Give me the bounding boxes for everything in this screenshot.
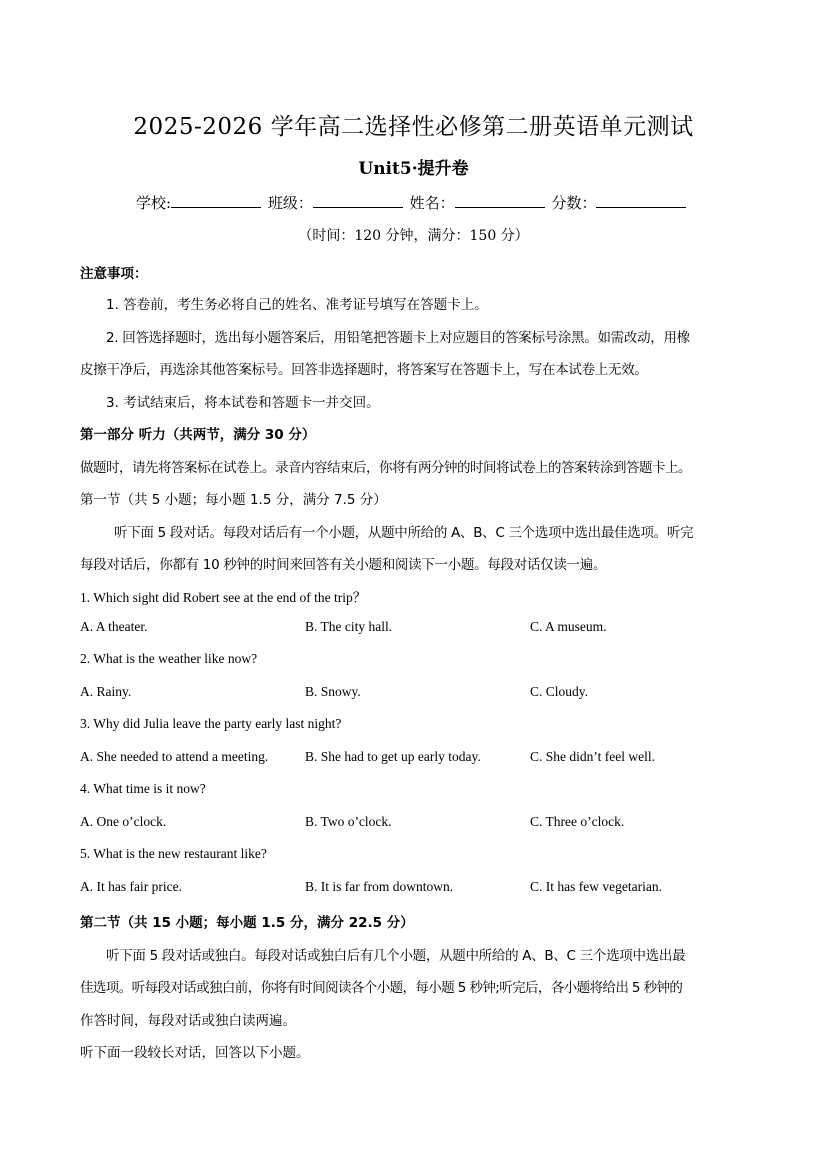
question-2-option-b[interactable]: B. Snowy. (305, 684, 361, 699)
time-info: （时间：120 分钟，满分：150 分） (298, 228, 529, 244)
section2-instruction-line-1: 听下面 5 段对话或独白。每段对话或独白后有几个小题，从题中所给的 A、B、C 三个选项中选出最 (106, 948, 686, 964)
part1-instruction: 做题时，请先将答案标在试卷上。录音内容结束后，你将有两分钟的时间将试卷上的答案转涂到答题卡上。 (80, 460, 691, 476)
section2-instruction-line-3: 作答时间，每段对话或独白读两遍。 (80, 1013, 296, 1029)
notes-item-2-line-1: 2. 回答选择题时，选出每小题答案后，用铅笔把答题卡上对应题目的答案标号涂黑。如需改动，用橡 (106, 330, 690, 346)
school-label: 学校: (136, 194, 172, 212)
section2-instruction-line-2: 佳选项。听每段对话或独白前，你将有时间阅读各个小题，每小题 5 秒钟;听完后，各小题将给出 5 秒钟的 (80, 980, 683, 996)
question-5-option-c[interactable]: C. It has few vegetarian. (530, 879, 662, 894)
name-field[interactable] (455, 193, 545, 208)
question-1: 1. Which sight did Robert see at the end of the trip？ (80, 590, 367, 605)
page-subtitle: Unit5·提升卷 (358, 159, 469, 179)
section1-heading: 第一节（共 5 小题；每小题 1.5 分，满分 7.5 分） (80, 492, 387, 508)
notes-heading: 注意事项： (80, 266, 148, 282)
part1-heading: 第一部分 听力（共两节，满分 30 分） (80, 427, 316, 443)
section2-heading: 第二节（共 15 小题；每小题 1.5 分，满分 22.5 分） (80, 915, 414, 931)
question-2: 2. What is the weather like now? (80, 651, 258, 666)
class-label: 班级： (267, 194, 313, 212)
score-label: 分数： (551, 194, 597, 212)
section1-instruction-line-1: 听下面 5 段对话。每段对话后有一个小题，从题中所给的 A、B、C 三个选项中选出最佳选项。听完 (114, 525, 694, 541)
question-4-option-a[interactable]: A. One o’clock. (80, 814, 167, 829)
question-3-option-c[interactable]: C. She didn’t feel well. (530, 749, 655, 764)
question-4-option-c[interactable]: C. Three o’clock. (530, 814, 625, 829)
section1-instruction-line-2: 每段对话后，你都有 10 秒钟的时间来回答有关小题和阅读下一小题。每段对话仅读一遍。 (80, 557, 607, 573)
notes-item-2-line-2: 皮擦干净后，再选涂其他答案标号。回答非选择题时，将答案写在答题卡上，写在本试卷上无效。 (80, 362, 648, 378)
question-4-option-b[interactable]: B. Two o’clock. (305, 814, 392, 829)
page-title: 2025-2026 学年高二选择性必修第二册英语单元测试 (133, 114, 694, 140)
section2-instruction-line-4: 听下面一段较长对话，回答以下小题。 (80, 1045, 310, 1061)
question-2-option-c[interactable]: C. Cloudy. (530, 684, 589, 699)
name-label: 姓名： (409, 194, 455, 212)
question-5-option-a[interactable]: A. It has fair price. (80, 879, 182, 894)
question-1-option-a[interactable]: A. A theater. (80, 619, 148, 634)
question-4: 4. What time is it now? (80, 781, 206, 796)
notes-item-3: 3. 考试结束后，将本试卷和答题卡一并交回。 (106, 395, 380, 411)
notes-item-1: 1. 答卷前，考生务必将自己的姓名、准考证号填写在答题卡上。 (106, 297, 488, 313)
question-5: 5. What is the new restaurant like? (80, 846, 267, 861)
question-1-option-c[interactable]: C. A museum. (530, 619, 607, 634)
question-3-option-b[interactable]: B. She had to get up early today. (305, 749, 481, 764)
question-5-option-b[interactable]: B. It is far from downtown. (305, 879, 454, 894)
school-field[interactable] (171, 193, 261, 208)
class-field[interactable] (313, 193, 403, 208)
question-1-option-b[interactable]: B. The city hall. (305, 619, 393, 634)
question-2-option-a[interactable]: A. Rainy. (80, 684, 132, 699)
question-3-option-a[interactable]: A. She needed to attend a meeting. (80, 749, 269, 764)
score-field[interactable] (596, 193, 686, 208)
student-info-row (136, 192, 736, 213)
question-3: 3. Why did Julia leave the party early last night? (80, 716, 342, 731)
